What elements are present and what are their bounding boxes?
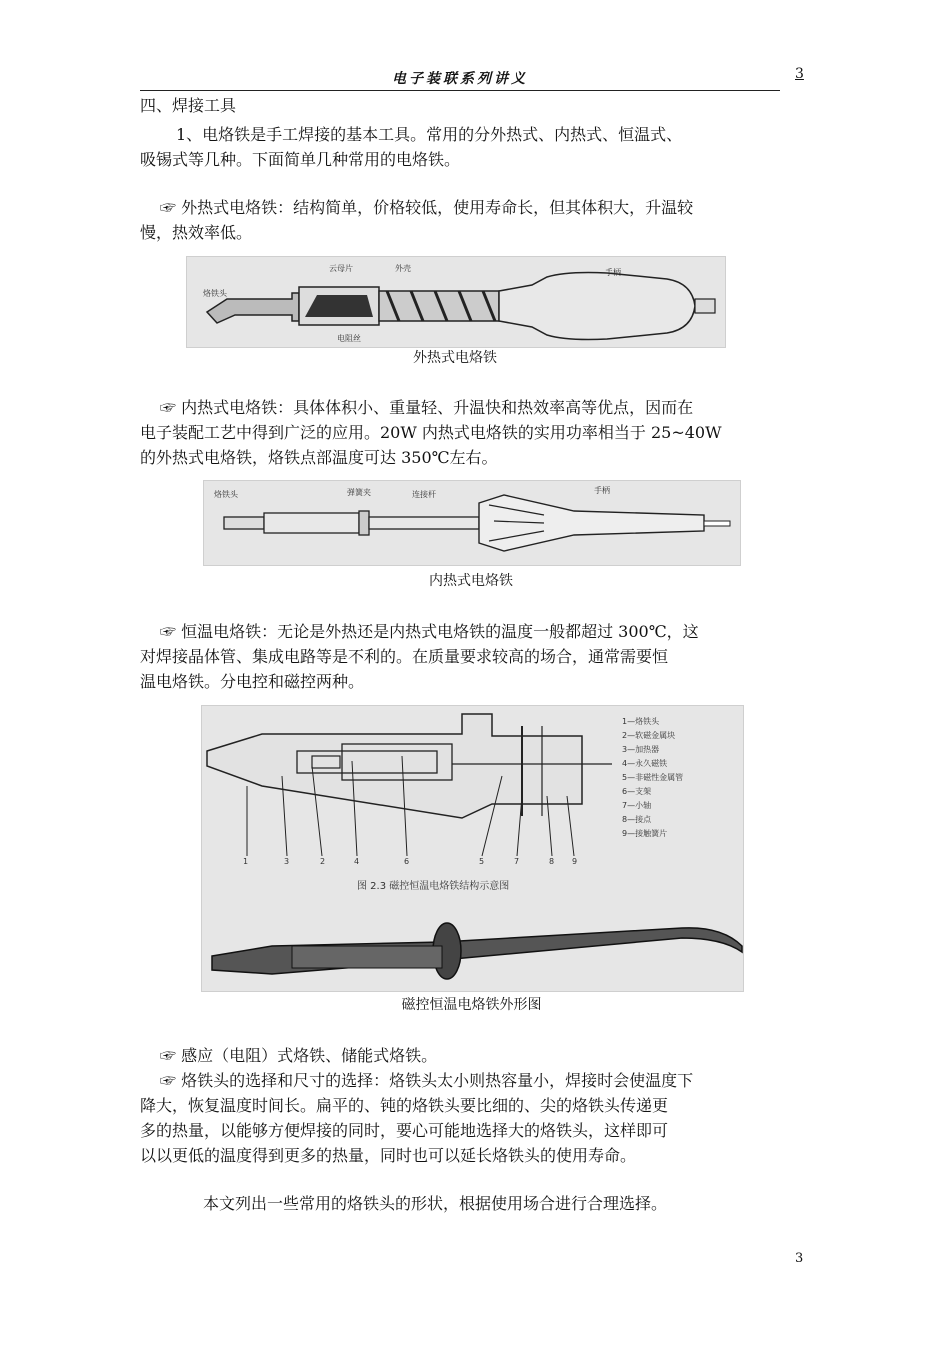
label-handle-2: 手柄 — [594, 486, 610, 495]
label-tip: 烙铁头 — [203, 289, 227, 298]
legend-5: 5—非磁性金属管 — [622, 773, 684, 782]
hengwen-line-1: ☞ 恒温电烙铁：无论是外热还是内热式电烙铁的温度一般都超过 300℃，这 — [160, 622, 699, 641]
label-tip-2: 烙铁头 — [214, 490, 238, 499]
legend-7: 7—小轴 — [622, 801, 652, 810]
num-3: 3 — [284, 857, 290, 866]
external-heat-iron-figure — [186, 256, 726, 348]
figure-title: 图 2.3 磁控恒温电烙铁结构示意图 — [357, 881, 510, 892]
num-4: 4 — [354, 857, 360, 866]
magnetic-iron-caption: 磁控恒温电烙铁外形图 — [401, 997, 542, 1013]
hengwen-line-3: 温电烙铁。分电控和磁控两种。 — [140, 672, 365, 691]
internal-heat-caption: 内热式电烙铁 — [429, 573, 513, 589]
legend-4: 4—永久磁铁 — [622, 759, 668, 768]
tips-line-2: 降大，恢复温度时间长。扁平的、钝的烙铁头要比细的、尖的烙铁头传递更 — [140, 1096, 669, 1115]
neishi-line-1: ☞ 内热式电烙铁：具体体积小、重量轻、升温快和热效率高等优点，因而在 — [160, 398, 694, 417]
tips-line-3: 多的热量，以能够方便焊接的同时，要心可能地选择大的烙铁头，这样即可 — [140, 1121, 669, 1140]
tips-line-1: ☞ 烙铁头的选择和尺寸的选择：烙铁头太小则热容量小，焊接时会使温度下 — [160, 1071, 694, 1090]
num-9: 9 — [572, 857, 578, 866]
label-mica: 云母片 — [329, 264, 353, 273]
ganying-line: ☞ 感应（电阻）式烙铁、储能式烙铁。 — [160, 1046, 438, 1065]
num-6: 6 — [404, 857, 410, 866]
legend-8: 8—接点 — [622, 815, 652, 824]
waishi-line-1: ☞ 外热式电烙铁：结构简单，价格较低，使用寿命长，但其体积大，升温较 — [160, 198, 694, 217]
label-rod: 连接杆 — [412, 490, 436, 499]
neishi-line-2: 电子装配工艺中得到广泛的应用。20W 内热式电烙铁的实用功率相当于 25~40W — [140, 423, 722, 442]
intro-line-2: 吸锡式等几种。下面简单几种常用的电烙铁。 — [140, 150, 461, 169]
label-shell: 外壳 — [395, 264, 411, 273]
legend-9: 9—接触簧片 — [622, 829, 668, 838]
legend-2: 2—软磁金属块 — [622, 731, 676, 740]
footer-page-number: 3 — [795, 1251, 804, 1266]
legend-6: 6—支架 — [622, 787, 652, 796]
num-2: 2 — [320, 857, 326, 866]
section-title: 四、焊接工具 — [140, 96, 237, 115]
num-7: 7 — [514, 857, 520, 866]
num-8: 8 — [549, 857, 555, 866]
label-handle: 手柄 — [605, 268, 621, 277]
legend-3: 3—加热器 — [622, 745, 660, 754]
magnetic-iron-figure — [201, 705, 744, 992]
neishi-line-3: 的外热式电烙铁，烙铁点部温度可达 350℃左右。 — [140, 448, 498, 467]
num-1: 1 — [243, 857, 249, 866]
closing-line: 本文列出一些常用的烙铁头的形状，根据使用场合进行合理选择。 — [203, 1194, 668, 1213]
label-wire: 电阻丝 — [337, 334, 361, 343]
waishi-line-2: 慢，热效率低。 — [140, 223, 253, 242]
intro-line-1: 1、电烙铁是手工焊接的基本工具。常用的分外热式、内热式、恒温式、 — [176, 125, 683, 144]
legend-1: 1—烙铁头 — [622, 717, 660, 726]
external-heat-caption: 外热式电烙铁 — [413, 350, 497, 366]
label-clip: 弹簧夹 — [347, 488, 371, 497]
hengwen-line-2: 对焊接晶体管、集成电路等是不利的。在质量要求较高的场合，通常需要恒 — [140, 647, 669, 666]
page-header — [140, 64, 780, 91]
num-5: 5 — [479, 857, 485, 866]
tips-line-4: 以以更低的温度得到更多的热量，同时也可以延长烙铁头的使用寿命。 — [140, 1146, 637, 1165]
header-page-number: 3 — [795, 66, 804, 82]
internal-heat-iron-figure — [203, 480, 741, 566]
header-title: 电子装联系列讲义 — [392, 71, 528, 87]
